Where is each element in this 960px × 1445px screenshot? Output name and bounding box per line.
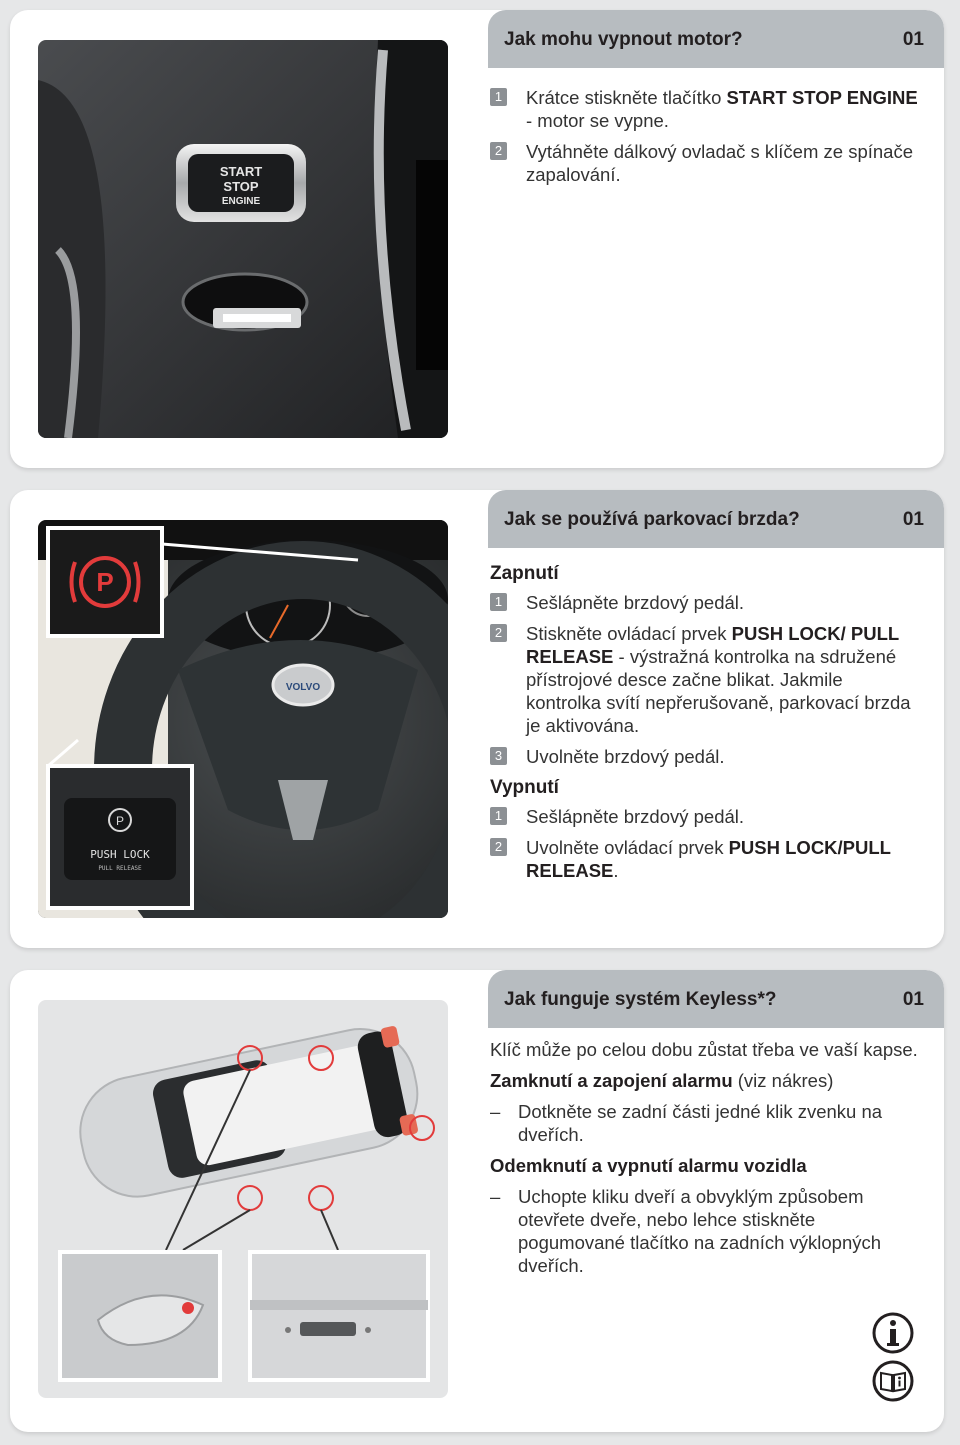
section-keyless	[10, 970, 944, 1432]
info-icon	[872, 1312, 914, 1354]
engine-label: ENGINE	[221, 196, 261, 207]
start-label: START	[219, 164, 263, 179]
list-item-text: Uchopte kliku dveří a obvyklým způsobem otevřete dveře, nebo lehce stiskněte pogumované tlačítko na zadních výklopných dveřích.	[518, 1186, 882, 1276]
step-text: Sešlápněte brzdový pedál.	[526, 592, 745, 613]
pull-release-label: PULL RELEASE	[98, 865, 142, 872]
step-text: - motor se vypne.	[526, 110, 669, 131]
step-bold-text: START STOP ENGINE	[726, 87, 918, 108]
section-title: Jak se používá parkovací brzda?	[504, 509, 800, 530]
list-item	[490, 1100, 920, 1146]
section-parking-brake	[10, 490, 944, 948]
stop-label: STOP	[223, 179, 259, 194]
lock-heading-note: (viz nákres)	[732, 1070, 834, 1091]
step-text: Uvolněte brzdový pedál.	[526, 746, 725, 767]
brand-badge: VOLVO	[285, 682, 321, 693]
step-item	[490, 805, 920, 828]
step-text: Vytáhněte dálkový ovladač s klíčem ze spínače zapalování.	[526, 141, 913, 185]
step-item	[490, 591, 920, 614]
step-item	[490, 622, 920, 737]
step-text: - výstražná kontrolka na sdružené přístrojové desce začne blikat. Jakmile kontrolka svítí nepřerušovaně, parkovací brzda je aktivována.	[526, 646, 911, 736]
intro-text: Klíč může po celou dobu zůstat třeba ve vaší kapse.	[490, 1039, 918, 1060]
section-engine-off	[10, 10, 944, 468]
list-item-text: Dotkněte se zadní části jedné klik zvenku na dveřích.	[518, 1101, 883, 1145]
start-stop-button-photo	[38, 40, 448, 438]
step-text: .	[613, 860, 619, 881]
steering-wheel-photo	[38, 520, 448, 918]
step-badge: 3	[490, 747, 507, 765]
dash-bullet: –	[490, 1101, 501, 1122]
lock-heading	[490, 1069, 920, 1092]
chapter-number: 01	[902, 989, 924, 1010]
lock-heading-bold: Zamknutí a zapojení alarmu	[490, 1070, 733, 1091]
step-badge: 2	[490, 142, 507, 160]
manual-book-icon	[872, 1360, 914, 1402]
step-item	[490, 140, 920, 186]
keyless-car-diagram	[38, 1000, 448, 1398]
section-header	[488, 490, 944, 548]
svg-text:P: P	[96, 567, 114, 597]
step-text: Stiskněte ovládací prvek	[526, 623, 732, 644]
chapter-number: 01	[902, 509, 924, 530]
icon-group	[872, 1306, 918, 1402]
instructions	[490, 556, 920, 890]
section-title: Jak funguje systém Keyless*?	[504, 989, 777, 1010]
step-badge: 1	[490, 807, 507, 825]
step-badge: 1	[490, 593, 507, 611]
step-item	[490, 745, 920, 768]
step-text: Krátce stiskněte tlačítko	[526, 87, 727, 108]
subheading-off: Vypnutí	[490, 777, 559, 798]
step-text: Uvolněte ovládací prvek	[526, 837, 729, 858]
chapter-number: 01	[902, 29, 924, 50]
unlock-heading: Odemknutí a vypnutí alarmu vozidla	[490, 1155, 807, 1176]
instructions	[490, 86, 920, 194]
section-header	[488, 10, 944, 68]
step-bold-text: PUSH LOCK/ PULL RELEASE	[526, 623, 899, 667]
step-item	[490, 86, 920, 132]
step-badge: 2	[490, 624, 507, 642]
section-title: Jak mohu vypnout motor?	[504, 29, 743, 50]
step-text: Sešlápněte brzdový pedál.	[526, 806, 745, 827]
push-lock-label: PUSH LOCK	[90, 848, 150, 861]
step-badge: 2	[490, 838, 507, 856]
section-header	[488, 970, 944, 1028]
subheading-on: Zapnutí	[490, 563, 559, 584]
step-badge: 1	[490, 88, 507, 106]
instructions	[490, 1038, 920, 1285]
svg-text:P: P	[115, 814, 125, 828]
step-item	[490, 836, 920, 882]
list-item	[490, 1185, 920, 1277]
dash-bullet: –	[490, 1186, 501, 1207]
step-bold-text: PUSH LOCK/PULL RELEASE	[526, 837, 891, 881]
